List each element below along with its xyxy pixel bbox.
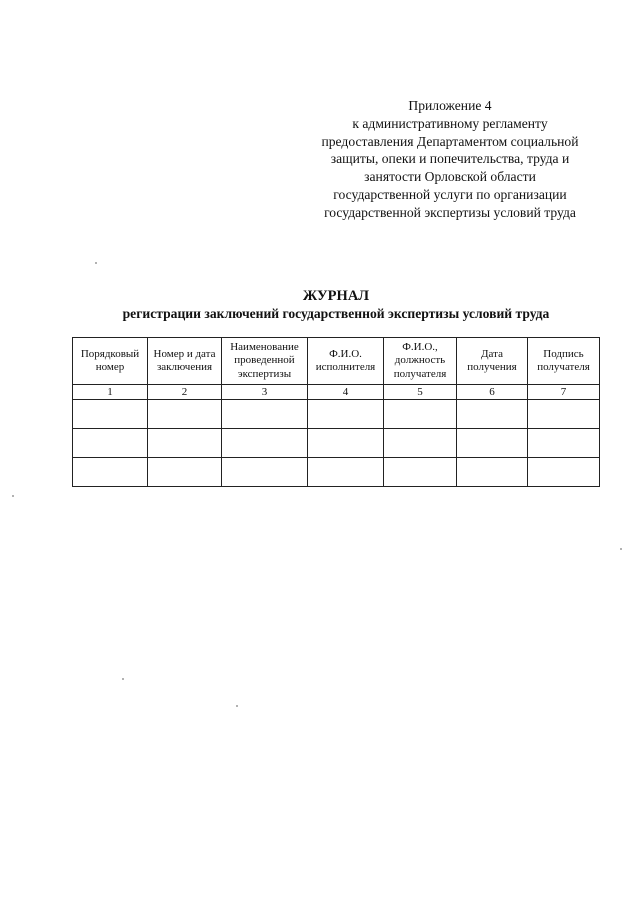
column-number: 1 — [73, 385, 148, 400]
table-cell — [222, 400, 308, 429]
table-cell — [73, 429, 148, 458]
table-row — [73, 458, 600, 487]
scan-speck — [12, 495, 14, 497]
table-cell — [148, 458, 222, 487]
table-cell — [73, 458, 148, 487]
table-header-row — [73, 338, 600, 385]
journal-table — [72, 337, 600, 487]
column-number: 7 — [528, 385, 600, 400]
column-number: 2 — [148, 385, 222, 400]
journal-title: ЖУРНАЛ — [302, 288, 370, 304]
header-cell-recipient-signature: Подпись получателя — [528, 338, 600, 385]
column-number-row — [73, 385, 600, 400]
journal-heading — [72, 287, 600, 323]
header-cell-recipient-name-position: Ф.И.О., должность получателя — [384, 338, 457, 385]
table-cell — [148, 429, 222, 458]
table-cell — [528, 400, 600, 429]
appendix-line: защиты, опеки и попечительства, труда и — [330, 151, 570, 167]
table-cell — [222, 458, 308, 487]
table-cell — [457, 429, 528, 458]
journal-subtitle: регистрации заключений государственной экспертизы условий труда — [122, 306, 550, 321]
table-cell — [384, 458, 457, 487]
header-cell-expertise-name: Наименование проведенной экспертизы — [222, 338, 308, 385]
scan-speck — [122, 678, 124, 680]
column-number: 6 — [457, 385, 528, 400]
table-cell — [384, 429, 457, 458]
header-cell-receipt-date: Дата получения — [457, 338, 528, 385]
column-number: 4 — [308, 385, 384, 400]
table-cell — [528, 458, 600, 487]
table-row — [73, 400, 600, 429]
scan-speck — [620, 548, 622, 550]
column-number: 5 — [384, 385, 457, 400]
table-cell — [528, 429, 600, 458]
scan-speck — [236, 705, 238, 707]
table-cell — [308, 400, 384, 429]
appendix-line: предоставления Департаментом социальной — [321, 133, 579, 149]
header-cell-conclusion-number-date: Номер и дата заключения — [148, 338, 222, 385]
table-row — [73, 429, 600, 458]
table-cell — [457, 458, 528, 487]
header-cell-order-number: Порядковый номер — [73, 338, 148, 385]
table-cell — [148, 400, 222, 429]
appendix-line: к административному регламенту — [352, 115, 548, 131]
appendix-note — [300, 97, 600, 222]
table-cell — [457, 400, 528, 429]
header-cell-executor-name: Ф.И.О. исполнителя — [308, 338, 384, 385]
appendix-line: государственной экспертизы условий труда — [324, 204, 576, 220]
table-cell — [73, 400, 148, 429]
appendix-line: Приложение 4 — [408, 98, 492, 113]
scan-speck — [95, 262, 97, 264]
table-cell — [384, 400, 457, 429]
appendix-line: государственной услуги по организации — [333, 186, 567, 202]
column-number: 3 — [222, 385, 308, 400]
table-cell — [308, 429, 384, 458]
table-cell — [222, 429, 308, 458]
table-cell — [308, 458, 384, 487]
appendix-line: занятости Орловской области — [364, 169, 536, 185]
